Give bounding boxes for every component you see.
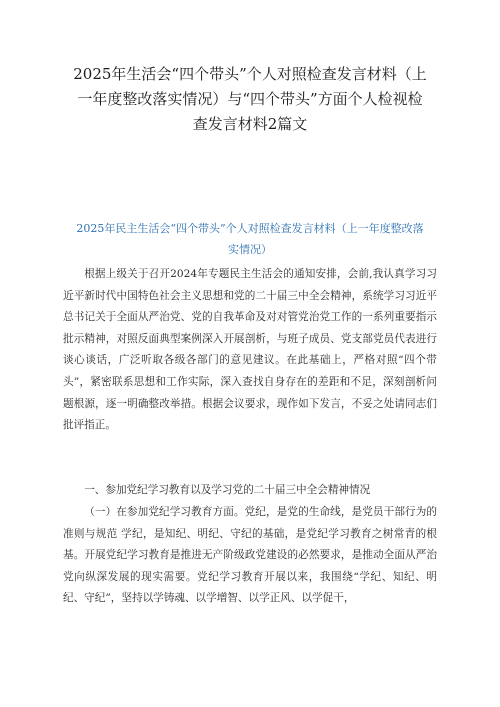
document-title: 2025年生活会“四个带头”个人对照检查发言材料（上一年度整改落实情况）与“四个带头”方面个人检视检查发言材料2篇文 — [73, 65, 427, 133]
intro-paragraph: 根据上级关于召开2024年专题民主生活会的通知安排，会前,我认真学习习近平新时代中国特色社会主义思想和党的二十届三中全会精神，系统学习习近平总书记关于全面从严治党、党的自我革命及对对管党治党工作的一系列重要指示批示精神，对照反面典型案例深入开展剖析，与班子成员、党支部党员代表进行谈心谈话，广泛听取各级各部门的意见建议。在此基础上，严格对照“四个带头”，紧密联系思想和工作实际，深入查找自身存在的差距和不足，深刻剖析问题根源，逐一明确整改举措。根据会议要求，现作如下发言，不妥之处请同志们批评指正。 — [63, 268, 437, 432]
section-title: 2025年民主生活会“四个带头”个人对照检查发言材料（上一年度整改落实情况） — [76, 222, 424, 256]
section-1-1-paragraph: （一）在参加党纪学习教育方面。党纪，是党的生命线，是党员干部行为的准则与规范 学纪，是知纪、明纪、守纪的基础，是党纪学习教育之树常青的根基。开展党纪学习教育是推进无产阶级政党建设的必然要求，是推动全面从严治党向纵深发展的现实需要。党纪学习教育开展以来，我围绕“学纪、知纪、明纪、守纪”，坚持以学铸魂、以学增智、以学正风、以学促干， — [63, 506, 437, 605]
section-heading-1: 一、参加党纪学习教育以及学习党的二十届三中全会精神情况 — [84, 484, 371, 496]
